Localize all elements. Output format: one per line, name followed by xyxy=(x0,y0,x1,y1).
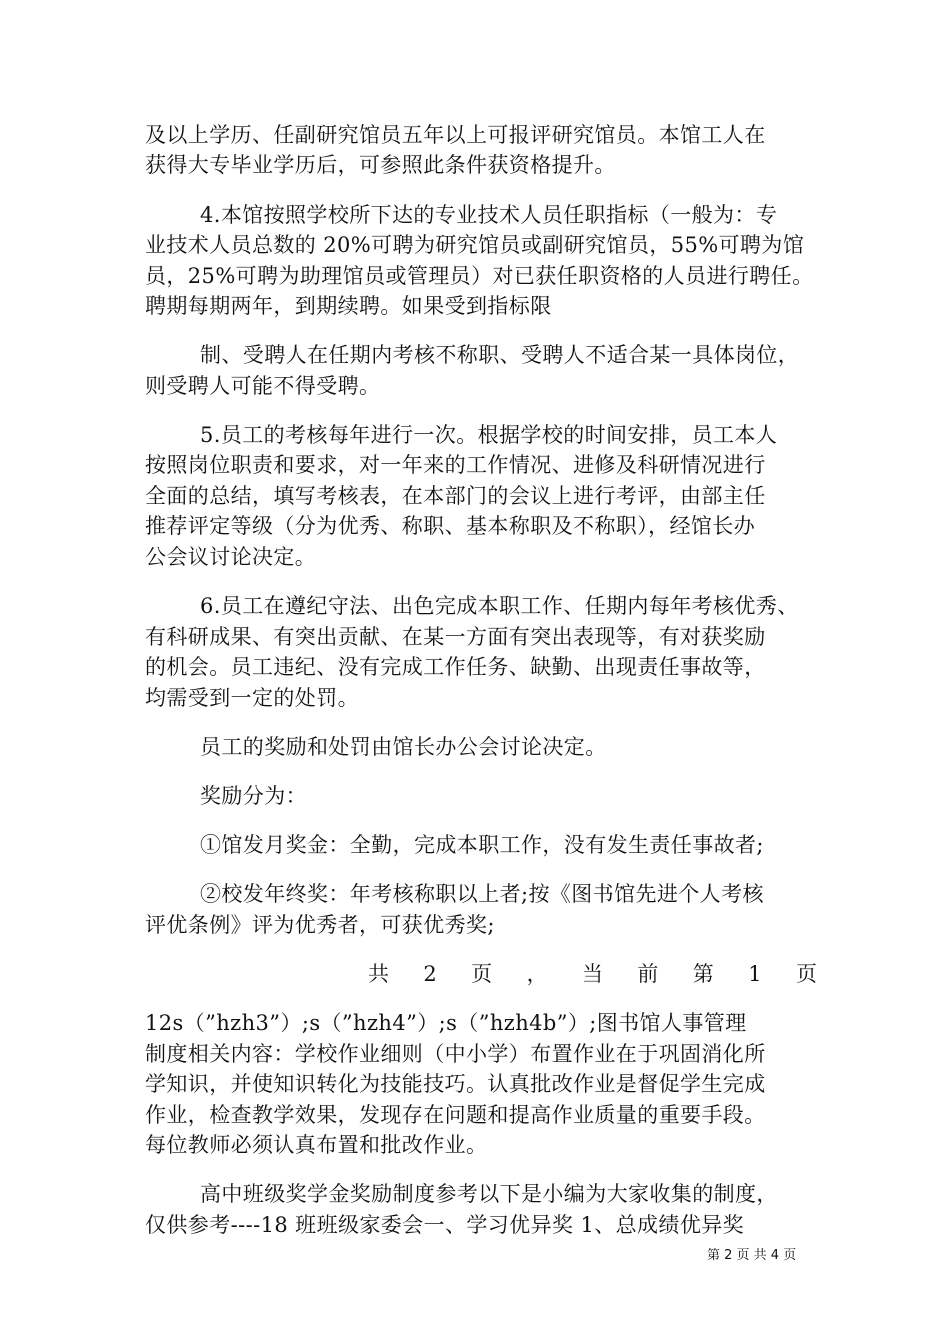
text-line: 作业，检查教学效果，发现存在问题和提高作业质量的重要手段。 xyxy=(145,1102,766,1127)
counter-part: 页 xyxy=(471,962,493,987)
text-line: 评优条例》评为优秀者，可获优秀奖; xyxy=(145,912,495,937)
text-line: ②校发年终奖：年考核称职以上者;按《图书馆先进个人考核 xyxy=(200,882,764,907)
counter-part: 当 xyxy=(581,962,604,987)
text-line: 有科研成果、有突出贡献、在某一方面有突出表现等，有对获奖励 xyxy=(145,624,766,649)
text-line: ①馆发月奖金：全勤，完成本职工作，没有发生责任事故者; xyxy=(200,833,764,858)
text-line: 制、受聘人在任期内考核不称职、受聘人不适合某一具体岗位， xyxy=(200,343,800,368)
counter-part: 前 xyxy=(637,962,659,987)
counter-part: 1 xyxy=(748,962,762,987)
text-line: 的机会。员工违纪、没有完成工作任务、缺勤、出现责任事故等， xyxy=(145,655,766,680)
inline-page-counter xyxy=(368,956,817,992)
text-line: 业技术人员总数的 20%可聘为研究馆员或副研究馆员，55%可聘为馆 xyxy=(145,233,805,258)
counter-part: ， xyxy=(526,962,548,987)
text-line: 聘期每期两年，到期续聘。如果受到指标限 xyxy=(145,294,552,319)
text-line: 员，25%可聘为助理馆员或管理员）对已获任职资格的人员进行聘任。 xyxy=(145,263,814,288)
text-line: 员工的奖励和处罚由馆长办公会讨论决定。 xyxy=(200,734,607,759)
text-line: 公会议讨论决定。 xyxy=(145,544,317,569)
text-line: 高中班级奖学金奖励制度参考以下是小编为大家收集的制度， xyxy=(200,1182,778,1207)
text-line: 6.员工在遵纪守法、出色完成本职工作、任期内每年考核优秀、 xyxy=(200,594,799,619)
text-line: 每位教师必须认真布置和批改作业。 xyxy=(145,1133,488,1158)
counter-part: 2 xyxy=(423,962,438,987)
text-line: 按照岗位职责和要求，对一年来的工作情况、进修及科研情况进行 xyxy=(145,453,766,478)
text-line: 仅供参考----18 班班级家委会一、学习优异奖 1、总成绩优异奖 xyxy=(145,1212,745,1237)
counter-part: 页 xyxy=(795,962,818,987)
text-line: 制度相关内容：学校作业细则（中小学）布置作业在于巩固消化所 xyxy=(145,1041,766,1066)
text-line: 12s（”hzh3”）;s（”hzh4”）;s（”hzh4b”）;图书馆人事管理 xyxy=(145,1011,747,1036)
text-line: 奖励分为： xyxy=(200,783,307,808)
counter-part: 共 xyxy=(368,962,390,987)
counter-part: 第 xyxy=(692,962,715,987)
text-line: 则受聘人可能不得受聘。 xyxy=(145,373,381,398)
text-line: 均需受到一定的处罚。 xyxy=(145,685,359,710)
text-line: 5.员工的考核每年进行一次。根据学校的时间安排，员工本人 xyxy=(200,423,778,447)
text-line: 获得大专毕业学历后，可参照此条件获资格提升。 xyxy=(145,153,616,178)
text-line: 全面的总结，填写考核表，在本部门的会议上进行考评，由部主任 xyxy=(145,483,766,508)
text-line: 4.本馆按照学校所下达的专业技术人员任职指标（一般为：专 xyxy=(200,202,778,227)
text-line: 学知识，并使知识转化为技能技巧。认真批改作业是督促学生完成 xyxy=(145,1072,766,1097)
text-line: 及以上学历、任副研究馆员五年以上可报评研究馆员。本馆工人在 xyxy=(145,123,766,147)
page-footer: 第 2 页 共 4 页 xyxy=(707,1248,797,1263)
text-line: 推荐评定等级（分为优秀、称职、基本称职及不称职），经馆长办 xyxy=(145,514,756,539)
